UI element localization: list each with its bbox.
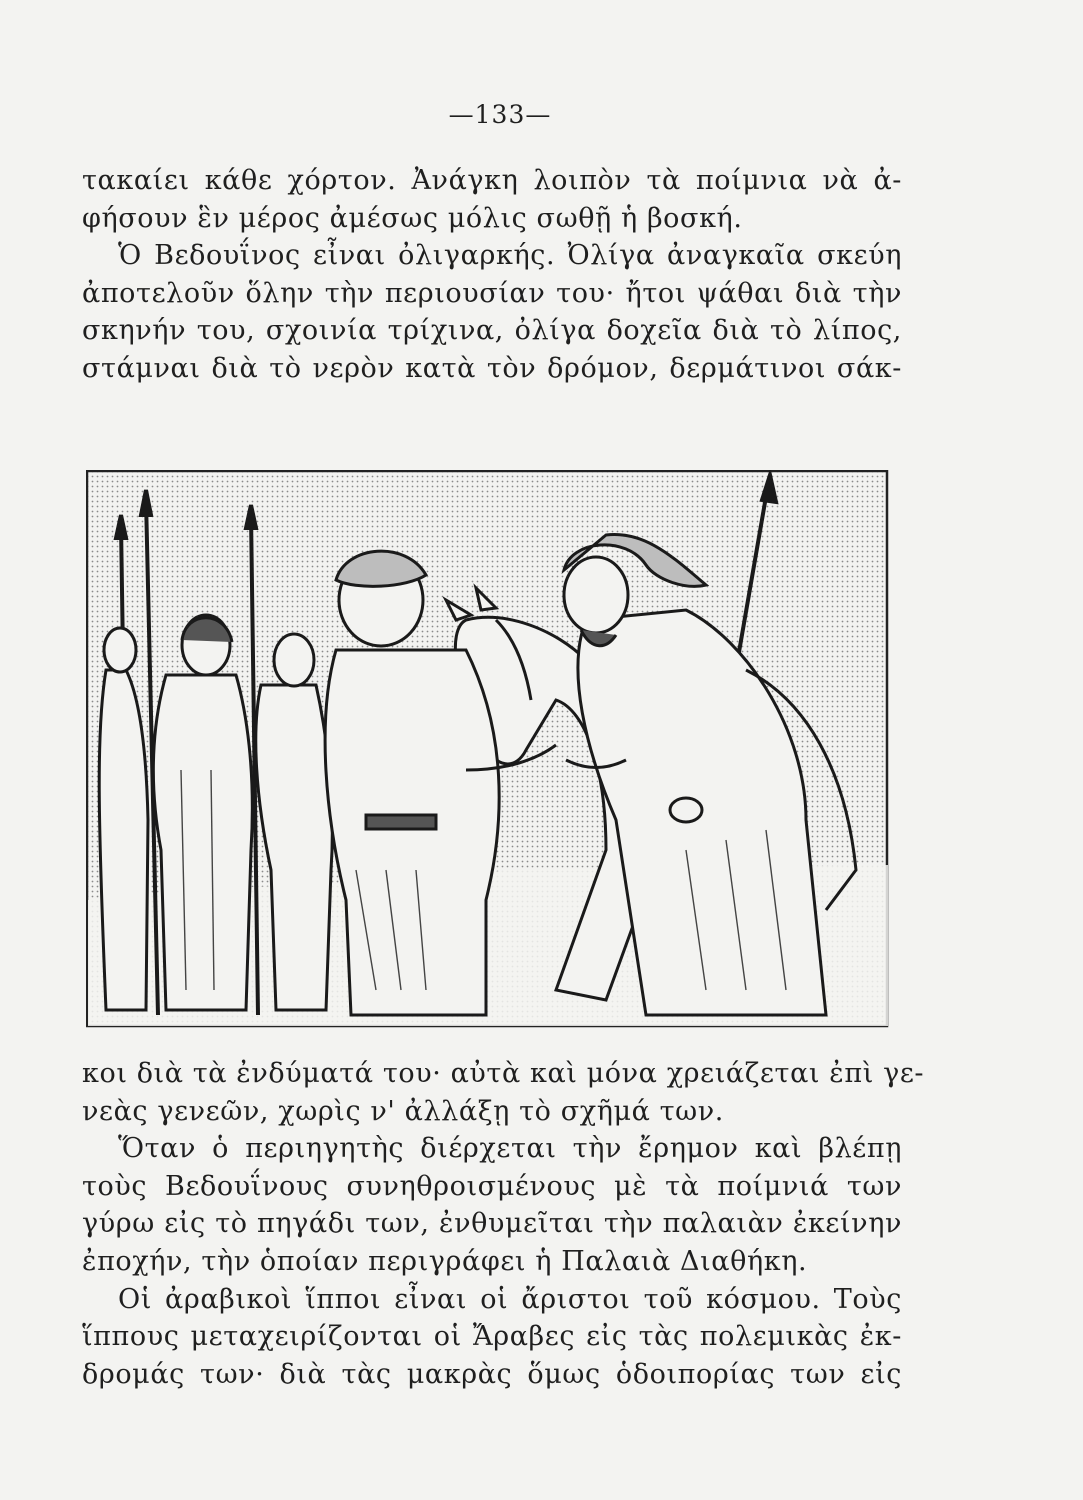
text-line: ἵππους μεταχειρίζονται οἱ Ἄραβες εἰς τὰς πολεμικὰς ἐκ- bbox=[82, 1321, 902, 1353]
text-line: δρομάς των· διὰ τὰς μακρὰς ὅμως ὁδοιπορίας των εἰς bbox=[82, 1358, 902, 1390]
text-line: νεὰς γενεῶν, χωρὶς ν' ἀλλάξῃ τὸ σχῆμά των. bbox=[82, 1095, 724, 1127]
text-line: σκηνήν του, σχοινία τρίχινα, ὀλίγα δοχεῖα διὰ τὸ λίπος, bbox=[82, 315, 902, 347]
bottom-paragraph bbox=[82, 1055, 925, 1393]
text-line: Ὅταν ὁ περιηγητὴς διέρχεται τὴν ἔρημον καὶ βλέπῃ bbox=[118, 1133, 902, 1165]
bedouin-illustration-drawing bbox=[86, 470, 890, 1030]
text-line: στάμναι διὰ τὸ νερὸν κατὰ τὸν δρόμον, δερμάτινοι σάκ- bbox=[82, 352, 902, 384]
text-line: Οἱ ἀραβικοὶ ἵπποι εἶναι οἱ ἄριστοι τοῦ κόσμου. Τοὺς bbox=[118, 1283, 902, 1315]
text-line: Ὁ Βεδουΐνος εἶναι ὀλιγαρκής. Ὀλίγα ἀναγκαῖα σκεύη bbox=[118, 240, 902, 272]
page-number: —133— bbox=[448, 100, 552, 129]
text-line: τακαίει κάθε χόρτον. Ἀνάγκη λοιπὸν τὰ ποίμνια νὰ ἀ- bbox=[82, 165, 902, 196]
text-line: ἐποχήν, τὴν ὁποίαν περιγράφει ἡ Παλαιὰ Διαθήκη. bbox=[82, 1245, 808, 1277]
text-line: κοι διὰ τὰ ἐνδύματά του· αὐτὰ καὶ μόνα χρειάζεται ἐπὶ γε- bbox=[82, 1058, 925, 1089]
bedouin-illustration bbox=[86, 470, 890, 1030]
text-line: φήσουν ἓν μέρος ἀμέσως μόλις σωθῇ ἡ βοσκή. bbox=[82, 202, 743, 234]
text-line: τοὺς Βεδουΐνους συνηθροισμένους μὲ τὰ ποίμνιά των bbox=[82, 1170, 902, 1202]
text-line: ἀποτελοῦν ὅλην τὴν περιουσίαν του· ἤτοι ψάθαι διὰ τὴν bbox=[82, 277, 902, 309]
top-paragraph bbox=[82, 162, 902, 388]
text-line: γύρω εἰς τὸ πηγάδι των, ἐνθυμεῖται τὴν παλαιὰν ἐκείνην bbox=[82, 1208, 902, 1240]
